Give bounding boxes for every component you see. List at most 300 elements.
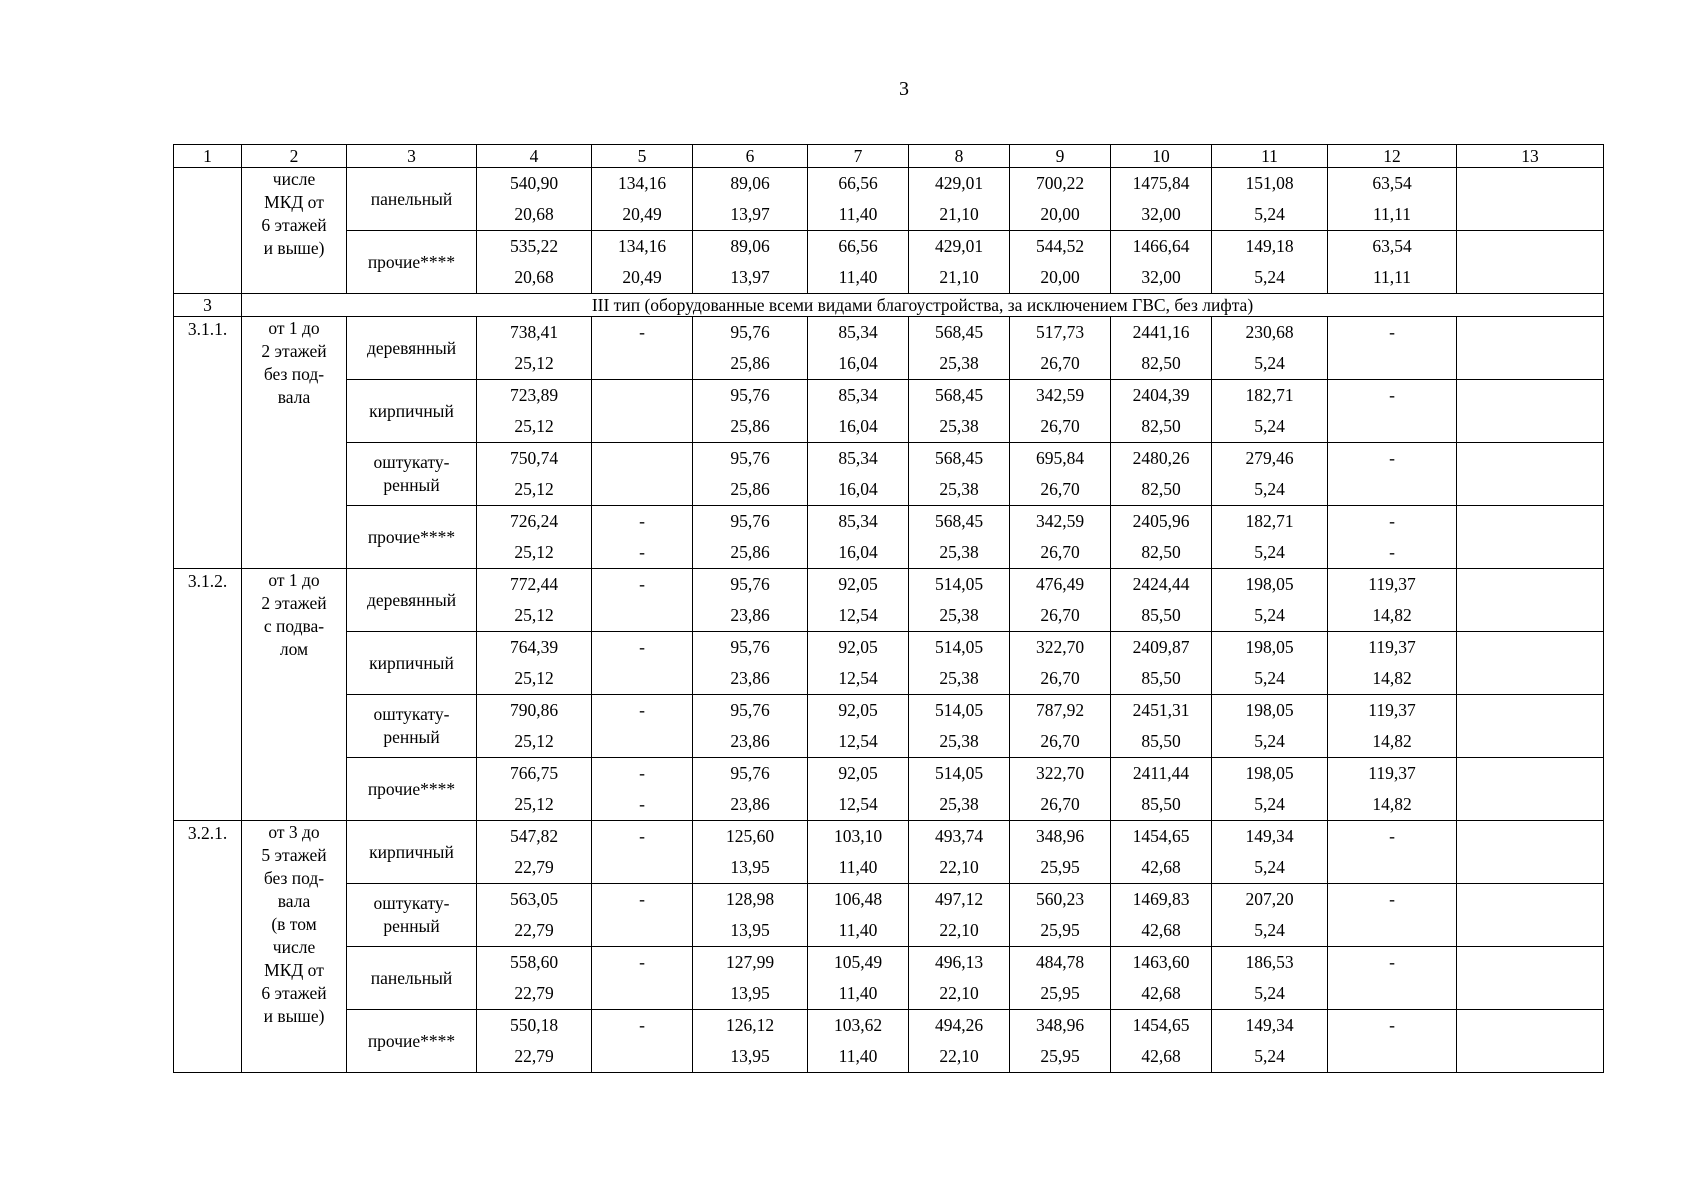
- value-top: 63,54: [1372, 173, 1412, 193]
- value-top: [592, 380, 692, 411]
- value-cell: [1010, 947, 1111, 1010]
- material-line: кирпичный: [369, 400, 454, 421]
- value-cell: [1111, 231, 1212, 294]
- value-top: 134,16: [617, 236, 667, 256]
- value-top: 766,75: [509, 763, 559, 783]
- value-top: 514,05: [934, 763, 984, 783]
- value-top: [1457, 317, 1603, 348]
- value-top: 89,06: [730, 173, 770, 193]
- value-top: -: [1389, 322, 1395, 342]
- value-cell: [1457, 569, 1604, 632]
- value-top: -: [639, 763, 645, 783]
- value-cell: [909, 506, 1010, 569]
- value-bottom: 26,70: [1040, 416, 1080, 436]
- value-bottom: 25,95: [1040, 920, 1080, 940]
- value-cell: [1328, 758, 1457, 821]
- value-top: 230,68: [1245, 322, 1294, 342]
- value-top: 103,10: [833, 826, 883, 846]
- value-cell: [909, 695, 1010, 758]
- material-line: оштукату-: [373, 704, 450, 724]
- value-cell: [477, 821, 592, 884]
- column-header-9: 9: [1010, 145, 1111, 168]
- value-bottom: [1457, 915, 1603, 946]
- value-top: 89,06: [730, 236, 770, 256]
- table-row: [174, 632, 1604, 695]
- table-row: [174, 317, 1604, 380]
- value-cell: [808, 695, 909, 758]
- value-bottom: 11,40: [838, 920, 878, 940]
- value-cell: [592, 569, 693, 632]
- label-line: от 1 до: [268, 318, 320, 338]
- value-cell: [1212, 380, 1328, 443]
- value-cell: [592, 695, 693, 758]
- value-top: 95,76: [730, 385, 770, 405]
- value-cell: [1457, 168, 1604, 231]
- column-header-3: 3: [347, 145, 477, 168]
- value-bottom: 14,82: [1372, 668, 1412, 688]
- row-id: [174, 168, 242, 294]
- value-bottom: 25,86: [730, 542, 770, 562]
- material-line: оштукату-: [373, 893, 450, 913]
- value-bottom: 85,50: [1141, 605, 1181, 625]
- value-top: 322,70: [1035, 763, 1085, 783]
- value-cell: [592, 632, 693, 695]
- value-top: 514,05: [934, 574, 984, 594]
- material-line: оштукату-: [373, 452, 450, 472]
- value-top: 2441,16: [1132, 322, 1190, 342]
- value-top: 198,05: [1245, 574, 1294, 594]
- row-floors-label: [242, 569, 347, 821]
- value-cell: [477, 695, 592, 758]
- value-top: 198,05: [1245, 637, 1294, 657]
- value-bottom: 22,79: [514, 983, 554, 1003]
- value-cell: [693, 758, 808, 821]
- value-bottom: 13,97: [730, 267, 770, 287]
- value-bottom: -: [639, 542, 645, 562]
- label-line: без под-: [263, 364, 325, 384]
- value-cell: [592, 947, 693, 1010]
- value-top: 322,70: [1035, 637, 1085, 657]
- value-cell: [592, 506, 693, 569]
- value-cell: [909, 569, 1010, 632]
- value-bottom: 5,24: [1254, 983, 1285, 1003]
- value-top: [1457, 695, 1603, 726]
- value-top: 95,76: [730, 448, 770, 468]
- value-cell: [808, 231, 909, 294]
- value-top: 514,05: [934, 700, 984, 720]
- section-row: [174, 294, 1604, 317]
- value-bottom: 85,50: [1141, 731, 1181, 751]
- value-bottom: 82,50: [1141, 479, 1181, 499]
- value-cell: [1212, 231, 1328, 294]
- column-header-4: 4: [477, 145, 592, 168]
- value-bottom: 25,12: [514, 416, 554, 436]
- value-cell: [1212, 506, 1328, 569]
- value-bottom: 26,70: [1040, 794, 1080, 814]
- value-top: 92,05: [838, 763, 878, 783]
- value-top: [1457, 947, 1603, 978]
- value-bottom: 5,24: [1254, 1046, 1285, 1066]
- value-cell: [1212, 695, 1328, 758]
- value-top: 2451,31: [1132, 700, 1190, 720]
- value-bottom: 23,86: [730, 794, 770, 814]
- value-cell: [1010, 632, 1111, 695]
- value-bottom: 25,12: [514, 794, 554, 814]
- value-top: 95,76: [730, 574, 770, 594]
- section-id: 3: [174, 294, 242, 317]
- value-bottom: [1457, 537, 1603, 568]
- value-top: -: [639, 322, 645, 342]
- value-cell: [1010, 1010, 1111, 1073]
- value-top: 1475,84: [1132, 173, 1190, 193]
- value-bottom: 14,82: [1372, 605, 1412, 625]
- value-cell: [1111, 443, 1212, 506]
- value-top: -: [1389, 385, 1395, 405]
- material-cell: [347, 758, 477, 821]
- value-bottom: [1457, 411, 1603, 442]
- value-bottom: 42,68: [1141, 1046, 1181, 1066]
- material-line: прочие****: [367, 251, 456, 272]
- value-top: [1457, 758, 1603, 789]
- value-top: 790,86: [509, 700, 559, 720]
- column-header-8: 8: [909, 145, 1010, 168]
- value-cell: [909, 758, 1010, 821]
- material-cell: [347, 231, 477, 294]
- value-bottom: 82,50: [1141, 353, 1181, 373]
- value-top: -: [1389, 511, 1395, 531]
- material-line: деревянный: [366, 337, 457, 358]
- table-row: [174, 506, 1604, 569]
- material-line: кирпичный: [369, 652, 454, 673]
- value-top: 119,37: [1368, 574, 1416, 594]
- value-cell: [1212, 1010, 1328, 1073]
- value-top: -: [639, 826, 645, 846]
- value-cell: [1010, 443, 1111, 506]
- value-cell: [1111, 884, 1212, 947]
- value-bottom: [592, 915, 692, 946]
- value-bottom: [1457, 199, 1603, 230]
- value-cell: [1111, 632, 1212, 695]
- value-cell: [592, 884, 693, 947]
- value-bottom: 16,04: [838, 416, 878, 436]
- value-cell: [909, 443, 1010, 506]
- value-bottom: 5,24: [1254, 267, 1285, 287]
- column-header-6: 6: [693, 145, 808, 168]
- value-top: 550,18: [509, 1015, 559, 1035]
- value-top: 95,76: [730, 322, 770, 342]
- value-cell: [592, 317, 693, 380]
- value-top: 1466,64: [1132, 236, 1190, 256]
- table-row: [174, 380, 1604, 443]
- table-row: [174, 1010, 1604, 1073]
- value-bottom: 25,95: [1040, 857, 1080, 877]
- value-bottom: 32,00: [1141, 204, 1181, 224]
- value-cell: [477, 758, 592, 821]
- value-top: 92,05: [838, 574, 878, 594]
- label-line: вала: [277, 891, 311, 911]
- value-top: 92,05: [838, 700, 878, 720]
- table-row: [174, 947, 1604, 1010]
- value-top: 66,56: [838, 173, 878, 193]
- value-bottom: 5,24: [1254, 605, 1285, 625]
- value-bottom: 42,68: [1141, 983, 1181, 1003]
- material-cell: [347, 569, 477, 632]
- value-top: 342,59: [1035, 511, 1085, 531]
- value-cell: [808, 821, 909, 884]
- value-top: 2409,87: [1132, 637, 1190, 657]
- value-cell: [693, 695, 808, 758]
- material-line: прочие****: [367, 778, 456, 799]
- value-bottom: 5,24: [1254, 731, 1285, 751]
- label-line: и выше): [263, 1006, 325, 1026]
- value-bottom: 13,95: [730, 857, 770, 877]
- value-cell: [1457, 380, 1604, 443]
- row-id: 3.1.1.: [174, 317, 242, 569]
- value-cell: [1010, 821, 1111, 884]
- table-row: [174, 168, 1604, 231]
- value-bottom: 25,12: [514, 353, 554, 373]
- value-bottom: 25,38: [939, 479, 979, 499]
- value-bottom: 5,24: [1254, 668, 1285, 688]
- value-top: 568,45: [934, 448, 984, 468]
- value-cell: [592, 758, 693, 821]
- value-bottom: [1328, 915, 1456, 946]
- value-bottom: 23,86: [730, 668, 770, 688]
- value-cell: [1212, 632, 1328, 695]
- value-top: 149,18: [1245, 236, 1294, 256]
- value-cell: [1328, 884, 1457, 947]
- value-bottom: 20,49: [622, 267, 662, 287]
- value-top: -: [1389, 1015, 1395, 1035]
- value-top: 85,34: [838, 322, 878, 342]
- value-cell: [1328, 168, 1457, 231]
- value-cell: [1212, 317, 1328, 380]
- value-bottom: 22,10: [939, 1046, 979, 1066]
- value-top: 540,90: [509, 173, 559, 193]
- value-bottom: 21,10: [939, 267, 979, 287]
- value-top: 95,76: [730, 637, 770, 657]
- value-cell: [1111, 821, 1212, 884]
- material-cell: [347, 443, 477, 506]
- value-top: 750,74: [509, 448, 559, 468]
- column-header-2: 2: [242, 145, 347, 168]
- value-cell: [808, 947, 909, 1010]
- value-cell: [1111, 947, 1212, 1010]
- value-bottom: 25,38: [939, 416, 979, 436]
- material-cell: [347, 884, 477, 947]
- material-line: прочие****: [367, 526, 456, 547]
- column-header-7: 7: [808, 145, 909, 168]
- value-bottom: 22,10: [939, 857, 979, 877]
- value-bottom: 5,24: [1254, 204, 1285, 224]
- value-top: 186,53: [1245, 952, 1294, 972]
- value-top: 787,92: [1035, 700, 1085, 720]
- value-cell: [1010, 506, 1111, 569]
- value-bottom: 12,54: [838, 794, 878, 814]
- value-cell: [592, 443, 693, 506]
- value-cell: [1111, 569, 1212, 632]
- value-top: 95,76: [730, 511, 770, 531]
- value-cell: [1457, 317, 1604, 380]
- value-bottom: 22,10: [939, 983, 979, 1003]
- value-top: 128,98: [725, 889, 775, 909]
- value-bottom: [592, 348, 692, 379]
- value-top: 127,99: [725, 952, 775, 972]
- value-top: 342,59: [1035, 385, 1085, 405]
- value-bottom: 23,86: [730, 731, 770, 751]
- value-bottom: 42,68: [1141, 920, 1181, 940]
- value-cell: [477, 884, 592, 947]
- value-bottom: 16,04: [838, 542, 878, 562]
- value-bottom: 85,50: [1141, 794, 1181, 814]
- value-bottom: 20,68: [514, 204, 554, 224]
- value-bottom: 14,82: [1372, 794, 1412, 814]
- value-bottom: [1457, 726, 1603, 757]
- value-cell: [808, 632, 909, 695]
- value-bottom: [592, 600, 692, 631]
- value-top: 476,49: [1035, 574, 1085, 594]
- value-cell: [1457, 758, 1604, 821]
- page-number: 3: [899, 78, 909, 100]
- row-id: 3.1.2.: [174, 569, 242, 821]
- value-cell: [1457, 231, 1604, 294]
- value-cell: [808, 380, 909, 443]
- value-bottom: [1328, 411, 1456, 442]
- value-cell: [1328, 695, 1457, 758]
- material-cell: [347, 317, 477, 380]
- value-cell: [477, 380, 592, 443]
- value-bottom: 20,68: [514, 267, 554, 287]
- value-cell: [1010, 884, 1111, 947]
- value-bottom: 12,54: [838, 668, 878, 688]
- value-bottom: 11,40: [838, 983, 878, 1003]
- value-top: 198,05: [1245, 763, 1294, 783]
- value-bottom: [592, 411, 692, 442]
- value-cell: [693, 231, 808, 294]
- value-bottom: 5,24: [1254, 920, 1285, 940]
- label-line: 6 этажей: [261, 983, 327, 1003]
- value-cell: [1457, 1010, 1604, 1073]
- value-top: 2405,96: [1132, 511, 1190, 531]
- label-line: от 3 до: [268, 822, 320, 842]
- value-cell: [693, 380, 808, 443]
- value-top: 198,05: [1245, 700, 1294, 720]
- value-cell: [592, 168, 693, 231]
- value-top: 514,05: [934, 637, 984, 657]
- value-cell: [1010, 168, 1111, 231]
- value-bottom: 11,40: [838, 1046, 878, 1066]
- value-top: [1457, 1010, 1603, 1041]
- value-bottom: 22,79: [514, 920, 554, 940]
- value-top: 103,62: [833, 1015, 883, 1035]
- value-cell: [1212, 947, 1328, 1010]
- material-cell: [347, 380, 477, 443]
- value-cell: [592, 821, 693, 884]
- value-cell: [477, 231, 592, 294]
- value-top: -: [639, 1015, 645, 1035]
- value-cell: [1328, 947, 1457, 1010]
- value-cell: [477, 317, 592, 380]
- material-line: панельный: [370, 967, 453, 988]
- value-bottom: [1328, 1041, 1456, 1072]
- value-cell: [808, 884, 909, 947]
- value-bottom: 13,95: [730, 920, 770, 940]
- material-cell: [347, 947, 477, 1010]
- value-top: 568,45: [934, 385, 984, 405]
- value-cell: [1010, 317, 1111, 380]
- value-top: [1457, 632, 1603, 663]
- value-bottom: [592, 726, 692, 757]
- value-top: 63,54: [1372, 236, 1412, 256]
- value-bottom: 25,38: [939, 353, 979, 373]
- material-line: ренный: [383, 475, 440, 495]
- value-top: [1457, 443, 1603, 474]
- value-bottom: [1457, 978, 1603, 1009]
- value-top: 2411,44: [1132, 763, 1190, 783]
- value-cell: [477, 1010, 592, 1073]
- material-cell: [347, 506, 477, 569]
- value-cell: [693, 506, 808, 569]
- value-top: 149,34: [1245, 826, 1294, 846]
- value-bottom: [592, 474, 692, 505]
- value-top: 119,37: [1368, 700, 1416, 720]
- value-bottom: [1457, 348, 1603, 379]
- value-top: 547,82: [509, 826, 559, 846]
- table-row: [174, 821, 1604, 884]
- value-cell: [693, 168, 808, 231]
- value-bottom: 25,38: [939, 605, 979, 625]
- value-top: 429,01: [934, 173, 984, 193]
- value-bottom: [592, 1041, 692, 1072]
- label-line: с подва-: [263, 616, 325, 636]
- value-top: [1457, 884, 1603, 915]
- value-cell: [477, 506, 592, 569]
- value-top: 494,26: [934, 1015, 984, 1035]
- value-cell: [909, 632, 1010, 695]
- column-header-12: 12: [1328, 145, 1457, 168]
- material-line: ренный: [383, 727, 440, 747]
- label-line: без под-: [263, 868, 325, 888]
- value-top: 125,60: [725, 826, 775, 846]
- label-line: числе: [272, 169, 316, 189]
- value-bottom: [1328, 348, 1456, 379]
- value-top: 1463,60: [1132, 952, 1190, 972]
- value-cell: [592, 1010, 693, 1073]
- value-top: 85,34: [838, 448, 878, 468]
- label-line: лом: [279, 639, 309, 659]
- value-bottom: 26,70: [1040, 353, 1080, 373]
- value-top: 134,16: [617, 173, 667, 193]
- column-header-10: 10: [1111, 145, 1212, 168]
- value-top: -: [1389, 826, 1395, 846]
- value-cell: [592, 231, 693, 294]
- label-line: МКД от: [264, 192, 324, 212]
- value-bottom: -: [1389, 542, 1395, 562]
- value-cell: [693, 1010, 808, 1073]
- value-bottom: [1457, 474, 1603, 505]
- value-bottom: 25,38: [939, 794, 979, 814]
- label-line: 2 этажей: [261, 593, 327, 613]
- value-top: 279,46: [1245, 448, 1294, 468]
- value-top: 738,41: [509, 322, 559, 342]
- value-top: [1457, 821, 1603, 852]
- value-cell: [1457, 947, 1604, 1010]
- value-top: [1457, 569, 1603, 600]
- value-bottom: [1457, 663, 1603, 694]
- value-top: -: [1389, 448, 1395, 468]
- label-line: (в том: [271, 914, 317, 934]
- value-top: 568,45: [934, 322, 984, 342]
